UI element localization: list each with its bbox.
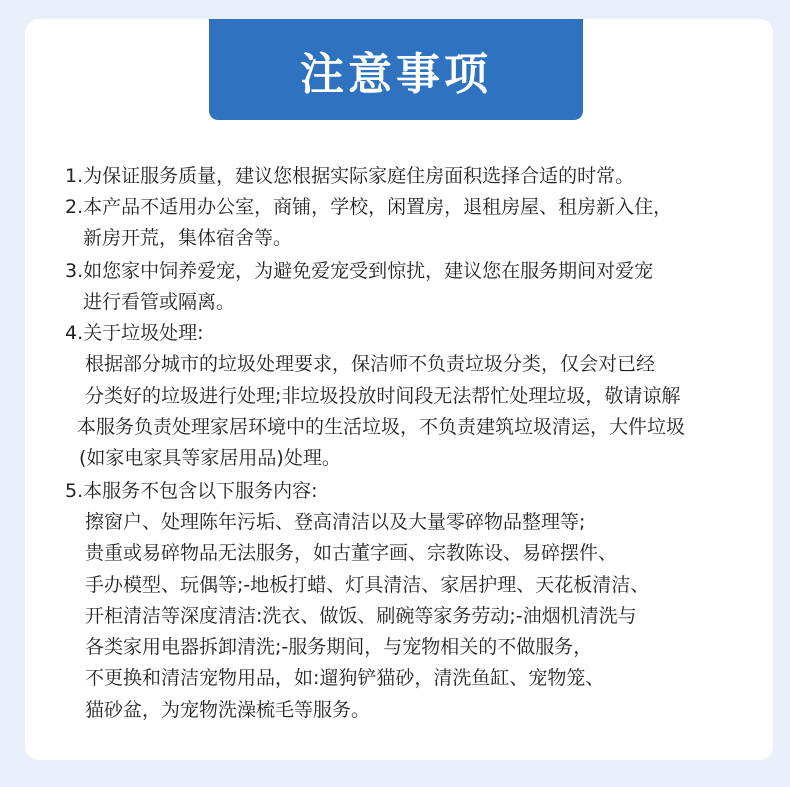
notice-line: 5.本服务不包含以下服务内容: — [65, 480, 318, 502]
notice-line: 2.本产品不适用办公室，商铺，学校，闲置房，退租房屋、租房新入住， — [65, 196, 673, 218]
notice-title: 注意事项 — [209, 19, 583, 120]
notice-line: 根据部分城市的垃圾处理要求，保洁师不负责垃圾分类，仅会对已经 — [85, 353, 656, 375]
notice-line: 猫砂盆，为宠物洗澡梳毛等服务。 — [85, 699, 371, 721]
notice-line: 不更换和清洁宠物用品，如:遛狗铲猫砂，清洗鱼缸、宠物笼、 — [85, 667, 605, 689]
notice-line: 各类家用电器拆卸清洗;-服务期间，与宠物相关的不做服务， — [85, 636, 593, 658]
notice-line: 分类好的垃圾进行处理;非垃圾投放时间段无法帮忙处理垃圾，敬请谅解 — [85, 385, 681, 407]
notice-line: 手办模型、玩偶等;-地板打蜡、灯具清洁、家居护理、天花板清洁、 — [85, 574, 650, 596]
notice-card — [25, 19, 773, 760]
notice-line: 开柜清洁等深度清洁:洗衣、做饭、刷碗等家务劳动;-油烟机清洗与 — [85, 605, 637, 627]
notice-line: 1.为保证服务质量，建议您根据实际家庭住房面积选择合适的时常。 — [65, 165, 635, 187]
notice-line: 本服务负责处理家居环境中的生活垃圾，不负责建筑垃圾清运，大件垃圾 — [77, 416, 686, 438]
notice-line: 贵重或易碎物品无法服务，如古董字画、宗教陈设、易碎摆件、 — [85, 542, 618, 564]
notice-line: 擦窗户、处理陈年污垢、登高清洁以及大量零碎物品整理等; — [85, 511, 586, 533]
notice-line: 新房开荒，集体宿舍等。 — [83, 227, 293, 249]
notice-line: (如家电家具等家居用品)处理。 — [79, 447, 341, 469]
notice-line: 进行看管或隔离。 — [83, 291, 236, 313]
notice-line: 3.如您家中饲养爱宠，为避免爱宠受到惊扰，建议您在服务期间对爱宠 — [65, 260, 654, 282]
notice-line: 4.关于垃圾处理: — [65, 322, 204, 344]
